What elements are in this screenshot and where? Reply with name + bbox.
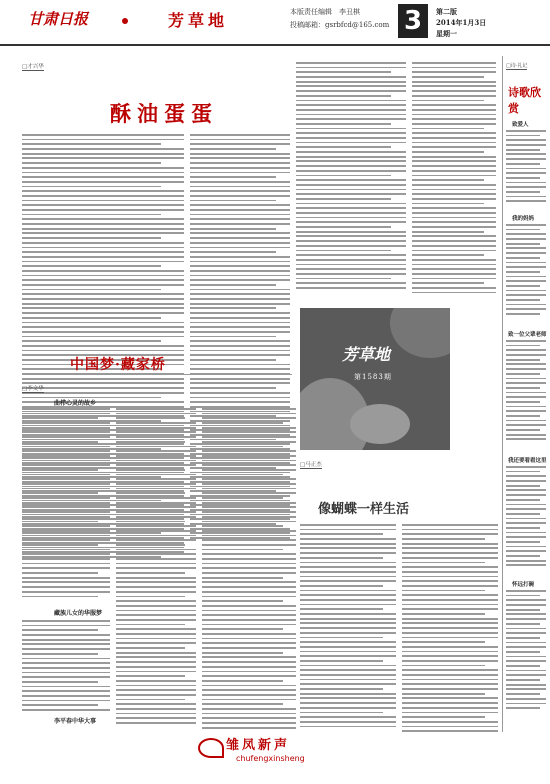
article-title: 酥油蛋蛋 [110,101,218,126]
poem-title: 致爱人 [512,122,529,128]
issue-info [436,6,486,39]
poem-body [506,590,546,722]
bottom-banner [0,732,550,784]
issue-weekday: 星期一 [436,29,457,38]
poem-body [506,130,546,208]
section-divider [22,374,292,375]
photo-plant [390,308,450,358]
issue-date: 2014年1月3日 [436,18,487,27]
article-body [300,524,396,732]
feature-photo [300,308,450,450]
article-heading: 李平春中华大事 [54,718,97,725]
article-tag: □马正杰 [300,462,322,468]
poetry-title: 诗歌欣赏 [508,86,541,115]
china-dream-title: 中国梦·藏家桥 [70,357,166,373]
article-body [202,408,296,734]
poem-body [506,340,546,450]
section-title: 芳草地 [168,11,229,30]
poem-title: 我的妈妈 [512,216,535,222]
article-heading: 曲栉心灵的故乡 [54,400,97,407]
issue-edition: 第二版 [436,7,457,16]
article-tag: □李文华 [22,386,44,392]
banner-title: 雏凤新声 [226,738,291,753]
editor-email: 投稿邮箱：gsrbfcd@165.com [290,21,390,29]
poem-body [506,466,546,574]
article-heading: 藏族儿女的华服梦 [54,610,103,617]
masthead [0,0,550,46]
page-number: 3 [398,4,428,38]
poem-title: 我还要看看这里 [508,458,547,464]
article-body-col3 [296,62,406,298]
poem-body [506,224,546,324]
photo-plant [350,404,410,444]
editor-info [290,6,389,32]
editor-name: 本版责任编辑 李丑棋 [290,8,360,16]
column-divider [502,56,503,732]
poem-title: 怀远打碗 [512,582,535,588]
bullet-icon [122,18,128,24]
photo-issue: 第1583期 [354,373,392,381]
article-tag: □才兴华 [22,64,44,70]
article-body [22,408,110,604]
poem-title: 致一位父辈老师 [508,332,547,338]
newspaper-logo: 甘肃日报 [28,10,89,28]
article-title: 像蝴蝶一样生活 [318,502,410,517]
photo-caption: 芳草地 [342,345,391,364]
article-tag: □诗·礼记 [506,63,528,69]
article-body [116,408,196,734]
article-body-col4 [412,62,496,298]
article-body [402,524,498,732]
article-body [22,620,110,714]
banner-pinyin: chufengxinsheng [236,754,305,763]
swirl-icon [198,738,224,758]
